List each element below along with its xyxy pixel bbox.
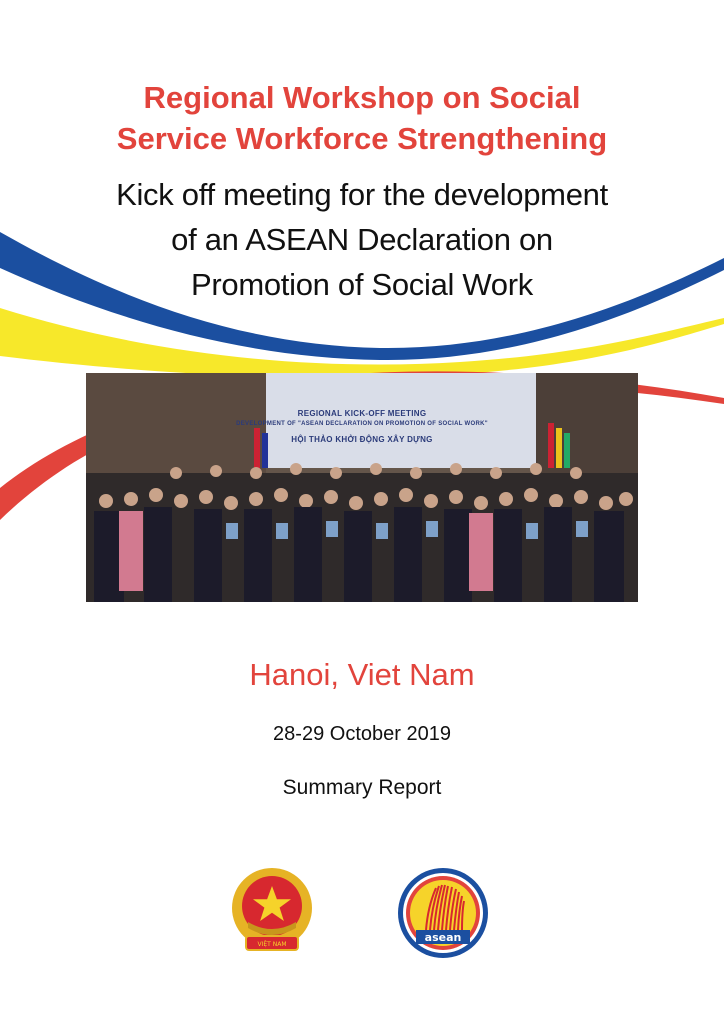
group-photo bbox=[86, 373, 638, 602]
title-line-2: Service Workforce Strengthening bbox=[116, 121, 608, 156]
asean-logo-text: asean bbox=[424, 931, 462, 944]
vietnam-emblem-text: VIỆT NAM bbox=[257, 941, 287, 948]
event-dates: 28-29 October 2019 bbox=[273, 723, 451, 745]
photo-banner-line-2: DEVELOPMENT OF "ASEAN DECLARATION ON PROMOTION OF SOCIAL WORK" bbox=[236, 421, 488, 427]
subtitle-line-1: Kick off meeting for the development bbox=[116, 177, 608, 212]
photo-banner-line-3: HỘI THẢO KHỞI ĐỘNG XÂY DỰNG bbox=[291, 435, 433, 444]
yellow-swoosh bbox=[0, 308, 724, 378]
vietnam-emblem-icon bbox=[226, 866, 318, 958]
asean-logo-icon bbox=[396, 866, 490, 960]
photo-banner-line-1: REGIONAL KICK-OFF MEETING bbox=[297, 409, 427, 418]
subtitle-line-3: Promotion of Social Work bbox=[191, 267, 533, 302]
document-type: Summary Report bbox=[282, 776, 442, 799]
location-heading: Hanoi, Viet Nam bbox=[249, 657, 475, 692]
subtitle-line-2: of an ASEAN Declaration on bbox=[171, 222, 553, 257]
title-line-1: Regional Workshop on Social bbox=[143, 80, 581, 115]
